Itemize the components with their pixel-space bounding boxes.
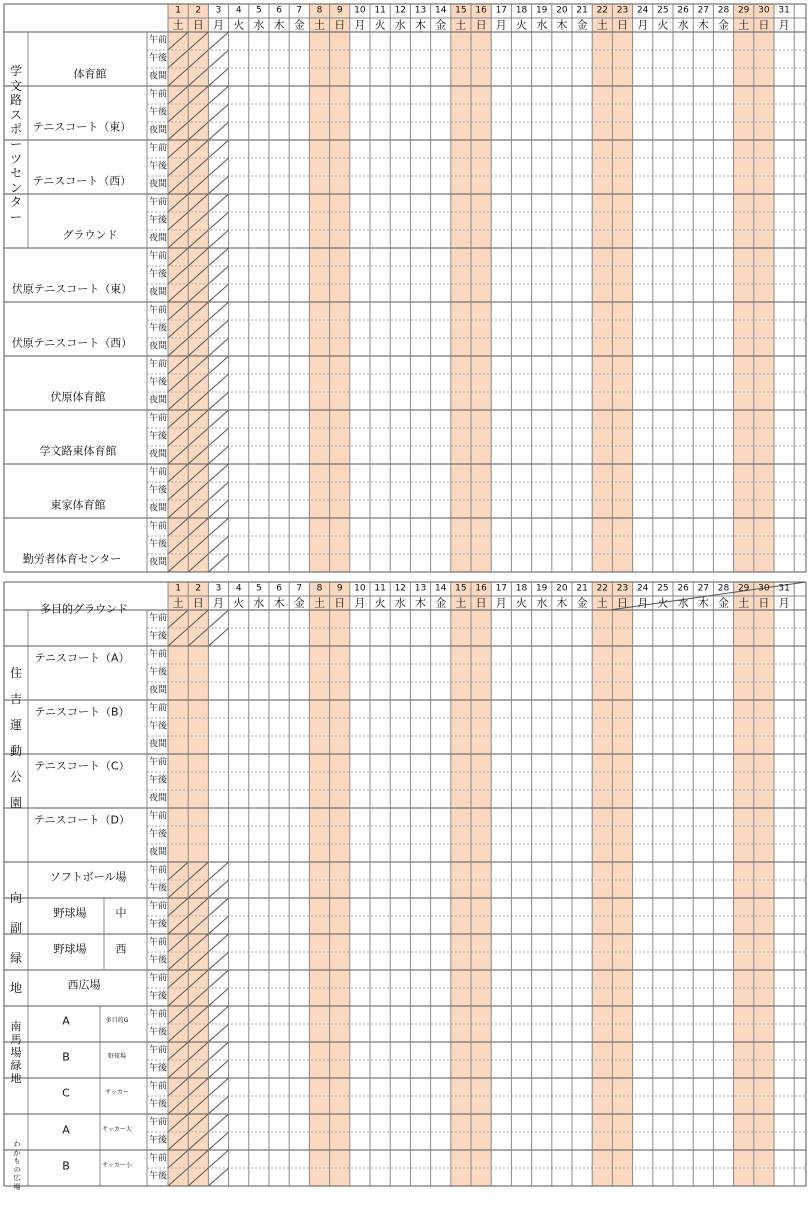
weekday-label: 火: [374, 18, 386, 32]
weekday-label: 火: [233, 18, 245, 32]
period-label: 午後: [148, 955, 168, 966]
day-number: 27: [697, 5, 710, 16]
weekday-label: 金: [718, 18, 729, 32]
group-label-sumiyoshi-park: 住吉運動公園: [9, 666, 22, 810]
period-label: 午前: [148, 143, 168, 154]
day-number: 31: [778, 5, 790, 16]
weekday-label: 月: [495, 18, 507, 32]
facility-wakamono-a-note: サッカー大: [102, 1126, 132, 1133]
day-number: 30: [758, 583, 770, 594]
period-label: 午前: [148, 901, 168, 912]
weekday-label: 木: [556, 596, 568, 610]
facility-gym: 体育館: [73, 67, 107, 81]
day-number: 23: [616, 5, 629, 16]
period-label: 午前: [148, 1153, 168, 1164]
day-number: 26: [677, 583, 689, 594]
period-label: 夜間: [148, 233, 168, 244]
day-number: 8: [316, 5, 323, 16]
facility-tennis-b: テニスコート（B）: [34, 705, 130, 719]
period-label: 午前: [148, 89, 168, 100]
facility-baseball-center-sub: 中: [115, 906, 127, 920]
weekday-label: 日: [334, 596, 346, 610]
period-label: 午後: [148, 775, 168, 786]
facility-wakamono-b-note: サッカー小: [102, 1162, 132, 1169]
period-label: 夜間: [148, 557, 168, 568]
weekday-label: 火: [516, 18, 527, 32]
period-label: 午後: [148, 1171, 168, 1182]
weekday-label: 木: [415, 18, 426, 32]
period-label: 夜間: [148, 287, 168, 298]
weekday-label: 火: [657, 18, 669, 32]
day-number: 30: [758, 5, 770, 16]
period-label: 午前: [148, 359, 168, 370]
weekday-label: 月: [637, 596, 649, 610]
facility-tennis-east: テニスコート（東）: [32, 120, 132, 134]
day-number: 7: [296, 583, 303, 594]
weekday-label: 火: [374, 596, 386, 610]
weekday-label: 水: [536, 18, 548, 32]
weekday-label: 水: [253, 18, 265, 32]
weekday-label: 月: [637, 18, 649, 32]
period-label: 午前: [148, 973, 168, 984]
day-number: 27: [697, 583, 710, 594]
day-number: 20: [556, 583, 568, 594]
facility-baseball-west-sub: 西: [115, 942, 127, 956]
period-label: 午後: [148, 53, 168, 64]
facility-wakamono-b: B: [62, 1159, 70, 1173]
facility-tennis-west: テニスコート（西）: [32, 174, 132, 188]
period-label: 夜間: [148, 395, 168, 406]
period-label: 午後: [148, 377, 168, 388]
facility-kamuro-east-gym: 学文路東体育館: [39, 444, 117, 458]
period-label: 午後: [148, 667, 168, 678]
period-label: 午後: [148, 539, 168, 550]
day-number: 29: [737, 583, 750, 594]
weekday-label: 土: [596, 596, 608, 610]
period-label: 午後: [148, 631, 168, 642]
period-label: 午前: [148, 305, 168, 316]
period-label: 午前: [148, 35, 168, 46]
period-label: 午前: [148, 1009, 168, 1020]
day-number: 14: [434, 5, 447, 16]
weekday-label: 月: [495, 596, 507, 610]
day-number: 25: [657, 583, 669, 594]
day-number: 7: [296, 5, 303, 16]
day-number: 17: [495, 583, 508, 594]
day-number: 26: [677, 5, 689, 16]
weekday-label: 木: [556, 18, 568, 32]
weekday-label: 金: [435, 18, 447, 32]
day-number: 28: [717, 5, 730, 16]
period-label: 午前: [148, 865, 168, 876]
period-label: 午前: [148, 413, 168, 424]
day-number: 3: [215, 583, 222, 594]
day-number: 23: [616, 583, 629, 594]
period-label: 午後: [148, 215, 168, 226]
weekday-label: 日: [617, 18, 628, 32]
day-number: 25: [657, 5, 669, 16]
day-number: 22: [596, 583, 609, 594]
weekday-label: 金: [576, 18, 588, 32]
group-label-kamuro-sports-center: 学文路スポーツセンター: [9, 64, 22, 224]
day-number: 16: [475, 5, 487, 16]
group-label-minamibaba: 南馬場緑地: [10, 1020, 22, 1085]
weekday-label: 土: [314, 18, 325, 32]
period-label: 午後: [148, 991, 168, 1002]
period-label: 午後: [148, 721, 168, 732]
day-number: 6: [276, 583, 282, 594]
day-number: 12: [394, 5, 407, 16]
weekday-label: 水: [677, 18, 689, 32]
weekday-label: 土: [314, 596, 325, 610]
day-number: 22: [596, 5, 609, 16]
day-number: 24: [636, 583, 649, 594]
facility-baseball-west: 野球場: [53, 942, 87, 956]
period-label: 午後: [148, 1063, 168, 1074]
group-label-mukaifuku: 向副緑地: [9, 891, 22, 995]
day-number: 13: [414, 5, 427, 16]
day-number: 15: [455, 5, 467, 16]
period-label: 午前: [148, 811, 168, 822]
day-number: 3: [215, 5, 222, 16]
facility-tennis-a: テニスコート（A）: [34, 651, 130, 665]
weekday-label: 日: [334, 18, 346, 32]
period-label: 夜間: [148, 847, 168, 858]
day-number: 18: [515, 583, 528, 594]
day-number: 21: [576, 5, 588, 16]
weekday-label: 水: [536, 596, 548, 610]
weekday-label: 金: [435, 596, 447, 610]
weekday-label: 木: [697, 18, 709, 32]
period-label: 午前: [148, 757, 168, 768]
weekday-label: 土: [738, 18, 750, 32]
period-label: 夜間: [148, 125, 168, 136]
facility-ground: グラウンド: [62, 228, 118, 242]
facility-wakamono-a: A: [62, 1123, 70, 1137]
day-number: 11: [374, 5, 386, 16]
period-label: 午前: [148, 649, 168, 660]
day-number: 6: [276, 5, 282, 16]
facility-baseball-center: 野球場: [53, 906, 87, 920]
facility-tennis-d: テニスコート（D）: [33, 813, 131, 827]
period-label: 午後: [148, 1099, 168, 1110]
facility-minamibaba-c-note: サッカー: [105, 1089, 129, 1096]
weekday-label: 日: [617, 596, 628, 610]
day-number: 2: [195, 583, 202, 594]
weekday-label: 月: [778, 596, 790, 610]
day-number: 10: [354, 583, 366, 594]
weekday-label: 月: [213, 18, 224, 32]
day-number: 28: [717, 583, 730, 594]
period-label: 午後: [148, 919, 168, 930]
facility-minamibaba-b: B: [62, 1050, 70, 1064]
day-number: 24: [636, 5, 649, 16]
period-label: 夜間: [148, 503, 168, 514]
day-number: 1: [175, 583, 181, 594]
weekday-label: 月: [354, 18, 366, 32]
facility-tennis-c: テニスコート（C）: [34, 759, 130, 773]
day-number: 19: [535, 583, 548, 594]
day-number: 8: [316, 583, 323, 594]
period-label: 夜間: [148, 739, 168, 750]
period-label: 午後: [148, 107, 168, 118]
day-number: 15: [455, 583, 467, 594]
period-label: 夜間: [148, 71, 168, 82]
weekday-label: 水: [394, 596, 406, 610]
period-label: 午後: [148, 1135, 168, 1146]
day-number: 29: [737, 5, 750, 16]
facility-fushihara-gym: 伏原体育館: [50, 390, 106, 404]
facility-workers-gym-center: 勤労者体育センター: [22, 552, 122, 566]
day-number: 17: [495, 5, 508, 16]
period-label: 午後: [148, 485, 168, 496]
weekday-label: 火: [657, 596, 669, 610]
weekday-label: 金: [576, 596, 588, 610]
weekday-label: 木: [273, 596, 285, 610]
weekday-label: 日: [475, 18, 487, 32]
period-label: 午前: [148, 467, 168, 478]
day-number: 5: [256, 583, 262, 594]
weekday-label: 木: [415, 596, 426, 610]
period-label: 午前: [148, 1081, 168, 1092]
period-label: 午後: [148, 829, 168, 840]
weekday-label: 日: [758, 18, 770, 32]
weekday-label: 月: [213, 596, 224, 610]
facility-fushihara-tennis-west: 伏原テニスコート（西）: [11, 336, 133, 350]
weekday-label: 土: [455, 18, 467, 32]
weekday-label: 水: [253, 596, 265, 610]
period-label: 夜間: [148, 341, 168, 352]
period-label: 午前: [148, 1045, 168, 1056]
day-number: 10: [354, 5, 366, 16]
period-label: 午前: [148, 521, 168, 532]
weekday-label: 日: [192, 18, 204, 32]
weekday-label: 月: [778, 18, 790, 32]
weekday-label: 月: [354, 596, 366, 610]
period-label: 午後: [148, 269, 168, 280]
day-number: 11: [374, 583, 386, 594]
weekday-label: 土: [172, 18, 184, 32]
weekday-label: 水: [394, 18, 406, 32]
weekday-label: 木: [697, 596, 709, 610]
weekday-label: 木: [273, 18, 285, 32]
day-number: 2: [195, 5, 202, 16]
period-label: 夜間: [148, 179, 168, 190]
facility-minamibaba-a: A: [62, 1014, 70, 1028]
period-label: 午後: [148, 431, 168, 442]
day-number: 21: [576, 583, 588, 594]
period-label: 午前: [148, 197, 168, 208]
weekday-label: 日: [192, 596, 204, 610]
weekday-label: 金: [293, 596, 305, 610]
period-label: 午前: [148, 613, 168, 624]
weekday-label: 火: [233, 596, 245, 610]
day-number: 13: [414, 583, 427, 594]
period-label: 夜間: [148, 685, 168, 696]
facility-minamibaba-b-note: 野球場: [107, 1053, 127, 1060]
day-number: 4: [235, 5, 242, 16]
facility-fushihara-tennis-east: 伏原テニスコート（東）: [11, 282, 133, 296]
weekday-label: 金: [293, 18, 305, 32]
facility-minamibaba-a-note: 多目的G: [105, 1017, 129, 1024]
period-label: 午前: [148, 1117, 168, 1128]
period-label: 午後: [148, 161, 168, 172]
facility-west-plaza: 西広場: [67, 978, 101, 992]
weekday-label: 土: [455, 596, 467, 610]
facility-softball: ソフトボール場: [49, 870, 127, 884]
period-label: 夜間: [148, 449, 168, 460]
facility-multipurpose-ground: 多目的グラウンド: [40, 602, 128, 616]
day-number: 12: [394, 583, 407, 594]
weekday-label: 土: [596, 18, 608, 32]
facility-minamibaba-c: C: [62, 1086, 70, 1100]
period-label: 午前: [148, 937, 168, 948]
period-label: 夜間: [148, 793, 168, 804]
period-label: 午前: [148, 703, 168, 714]
weekday-label: 土: [738, 596, 750, 610]
weekday-label: 金: [718, 596, 729, 610]
weekday-label: 水: [677, 596, 689, 610]
weekday-label: 土: [172, 596, 184, 610]
day-number: 5: [256, 5, 262, 16]
group-label-wakamono: わかもの広場: [13, 1140, 21, 1191]
day-number: 18: [515, 5, 528, 16]
day-number: 31: [778, 583, 790, 594]
day-number: 20: [556, 5, 568, 16]
day-number: 19: [535, 5, 548, 16]
period-label: 午前: [148, 251, 168, 262]
period-label: 午後: [148, 1027, 168, 1038]
facility-toke-gym: 東家体育館: [50, 498, 106, 512]
day-number: 1: [175, 5, 181, 16]
day-number: 4: [235, 583, 242, 594]
weekday-label: 火: [516, 596, 527, 610]
day-number: 9: [336, 5, 343, 16]
weekday-label: 日: [475, 596, 487, 610]
weekday-label: 日: [758, 596, 770, 610]
day-number: 9: [336, 583, 343, 594]
day-number: 14: [434, 583, 447, 594]
period-label: 午後: [148, 323, 168, 334]
day-number: 16: [475, 583, 487, 594]
period-label: 午後: [148, 883, 168, 894]
